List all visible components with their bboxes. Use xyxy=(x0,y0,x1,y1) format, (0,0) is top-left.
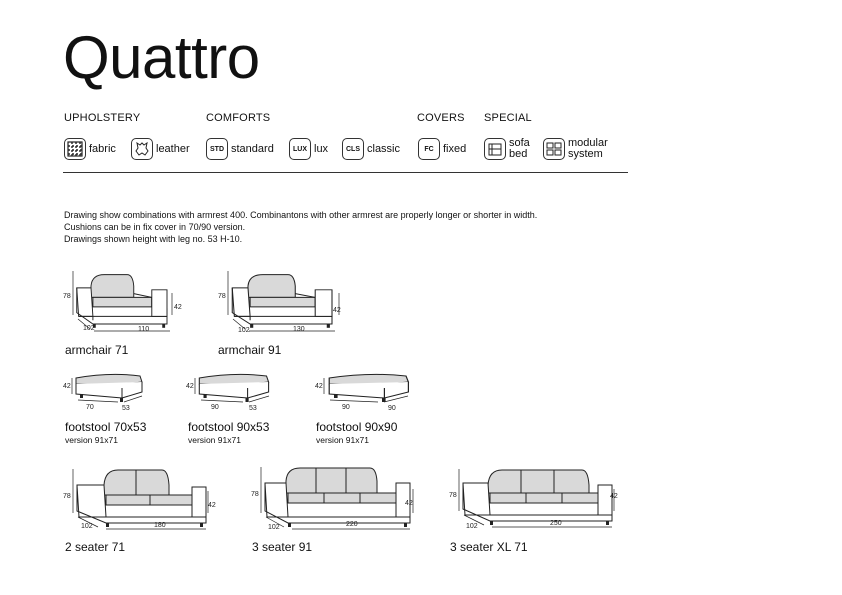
dim-height: 78 xyxy=(218,293,226,300)
option-standard xyxy=(206,136,274,162)
lux-badge: LUX xyxy=(289,138,311,160)
dim-height: 78 xyxy=(251,491,259,498)
category-special: SPECIAL xyxy=(484,112,532,124)
dim-height: 42 xyxy=(186,383,194,390)
header-divider xyxy=(63,172,628,173)
option-fixed xyxy=(418,136,466,162)
dim-b: 53 xyxy=(249,405,257,412)
system-label: system xyxy=(568,148,603,160)
standard-label: standard xyxy=(231,143,274,155)
option-fabric xyxy=(64,136,116,162)
dim-seat: 42 xyxy=(610,493,618,500)
footstool-9053-version: version 91x71 xyxy=(188,435,241,445)
seater-3-91-label: 3 seater 91 xyxy=(252,540,313,554)
sofa-label: sofa xyxy=(509,137,530,149)
dim-seat: 42 xyxy=(174,304,182,311)
dim-height: 78 xyxy=(63,293,71,300)
category-comforts: COMFORTS xyxy=(206,112,271,124)
seater-3-91-shape xyxy=(265,468,410,527)
footstool-9090-version: version 91x71 xyxy=(316,435,369,445)
note-line-2: Cushions can be in fix cover in 70/90 version. xyxy=(64,222,246,232)
dim-width: 180 xyxy=(154,522,166,529)
page-title: Quattro xyxy=(63,24,260,91)
dim-depth: 102 xyxy=(466,523,478,530)
classic-label: classic xyxy=(367,143,401,155)
footstool-7053-shape xyxy=(76,374,142,402)
sofa-bed-icon xyxy=(484,138,506,160)
note-line-1: Drawing show combinations with armrest 400. Combinantons with other armrest are properly longer or shorter in width. xyxy=(64,210,538,220)
seater-2-71-shape xyxy=(77,470,206,527)
dim-width: 130 xyxy=(293,326,305,333)
seater-2-71-label: 2 seater 71 xyxy=(65,540,126,554)
seater-3xl-71-shape xyxy=(463,470,612,525)
seater-3xl-71-label: 3 seater XL 71 xyxy=(450,540,528,554)
note-line-3: Drawings shown height with leg no. 53 H-10. xyxy=(64,234,243,244)
modular-system-icon xyxy=(543,138,565,160)
armchair-71-drawing xyxy=(62,267,192,337)
lux-label: lux xyxy=(314,143,329,155)
footstool-9053-shape xyxy=(199,374,268,402)
leather-label: leather xyxy=(156,143,190,155)
dim-depth: 102 xyxy=(81,523,93,530)
modular-label: modular xyxy=(568,137,608,149)
footstool-9090-drawing xyxy=(314,370,414,414)
option-classic xyxy=(342,136,400,162)
dim-depth: 102 xyxy=(268,524,280,531)
dim-b: 90 xyxy=(388,405,396,412)
option-modular-system xyxy=(543,136,608,162)
fabric-label: fabric xyxy=(89,143,116,155)
dim-b: 53 xyxy=(122,405,130,412)
armchair-91-label: armchair 91 xyxy=(218,343,282,357)
fabric-icon xyxy=(64,138,86,160)
category-upholstery: UPHOLSTERY xyxy=(64,112,141,124)
dim-width: 250 xyxy=(550,520,562,527)
dim-a: 90 xyxy=(342,404,350,411)
dim-depth: 102 xyxy=(238,327,250,334)
std-badge: STD xyxy=(206,138,228,160)
category-covers: COVERS xyxy=(417,112,465,124)
dim-seat: 42 xyxy=(333,307,341,314)
armchair-91-drawing xyxy=(217,267,357,337)
fc-badge: FC xyxy=(418,138,440,160)
dim-height: 78 xyxy=(63,493,71,500)
dim-depth: 102 xyxy=(83,325,95,332)
armchair-71-label: armchair 71 xyxy=(65,343,129,357)
footstool-9090-label: footstool 90x90 xyxy=(316,420,398,434)
seater-3-91-drawing xyxy=(250,463,420,535)
leather-icon xyxy=(131,138,153,160)
dim-seat: 42 xyxy=(208,502,216,509)
dim-a: 70 xyxy=(86,404,94,411)
dim-seat: 42 xyxy=(405,500,413,507)
dim-height: 42 xyxy=(63,383,71,390)
armchair-71-shape xyxy=(77,275,167,328)
bed-label: bed xyxy=(509,148,528,160)
option-leather xyxy=(131,136,190,162)
dim-a: 90 xyxy=(211,404,219,411)
cls-badge: CLS xyxy=(342,138,364,160)
seater-3xl-71-drawing xyxy=(448,465,623,535)
footstool-9053-drawing xyxy=(185,370,275,414)
dim-height: 78 xyxy=(449,492,457,499)
footstool-9053-label: footstool 90x53 xyxy=(188,420,270,434)
option-sofa-bed xyxy=(484,136,530,162)
dim-width: 220 xyxy=(346,521,358,528)
seater-2-71-drawing xyxy=(62,465,222,535)
dim-width: 110 xyxy=(138,326,150,333)
footstool-7053-version: version 91x71 xyxy=(65,435,118,445)
footstool-9090-shape xyxy=(329,374,408,402)
fixed-label: fixed xyxy=(443,143,467,155)
footstool-7053-drawing xyxy=(62,370,152,414)
option-lux xyxy=(289,136,328,162)
footstool-7053-label: footstool 70x53 xyxy=(65,420,147,434)
armchair-91-shape xyxy=(232,275,332,328)
dim-height: 42 xyxy=(315,383,323,390)
